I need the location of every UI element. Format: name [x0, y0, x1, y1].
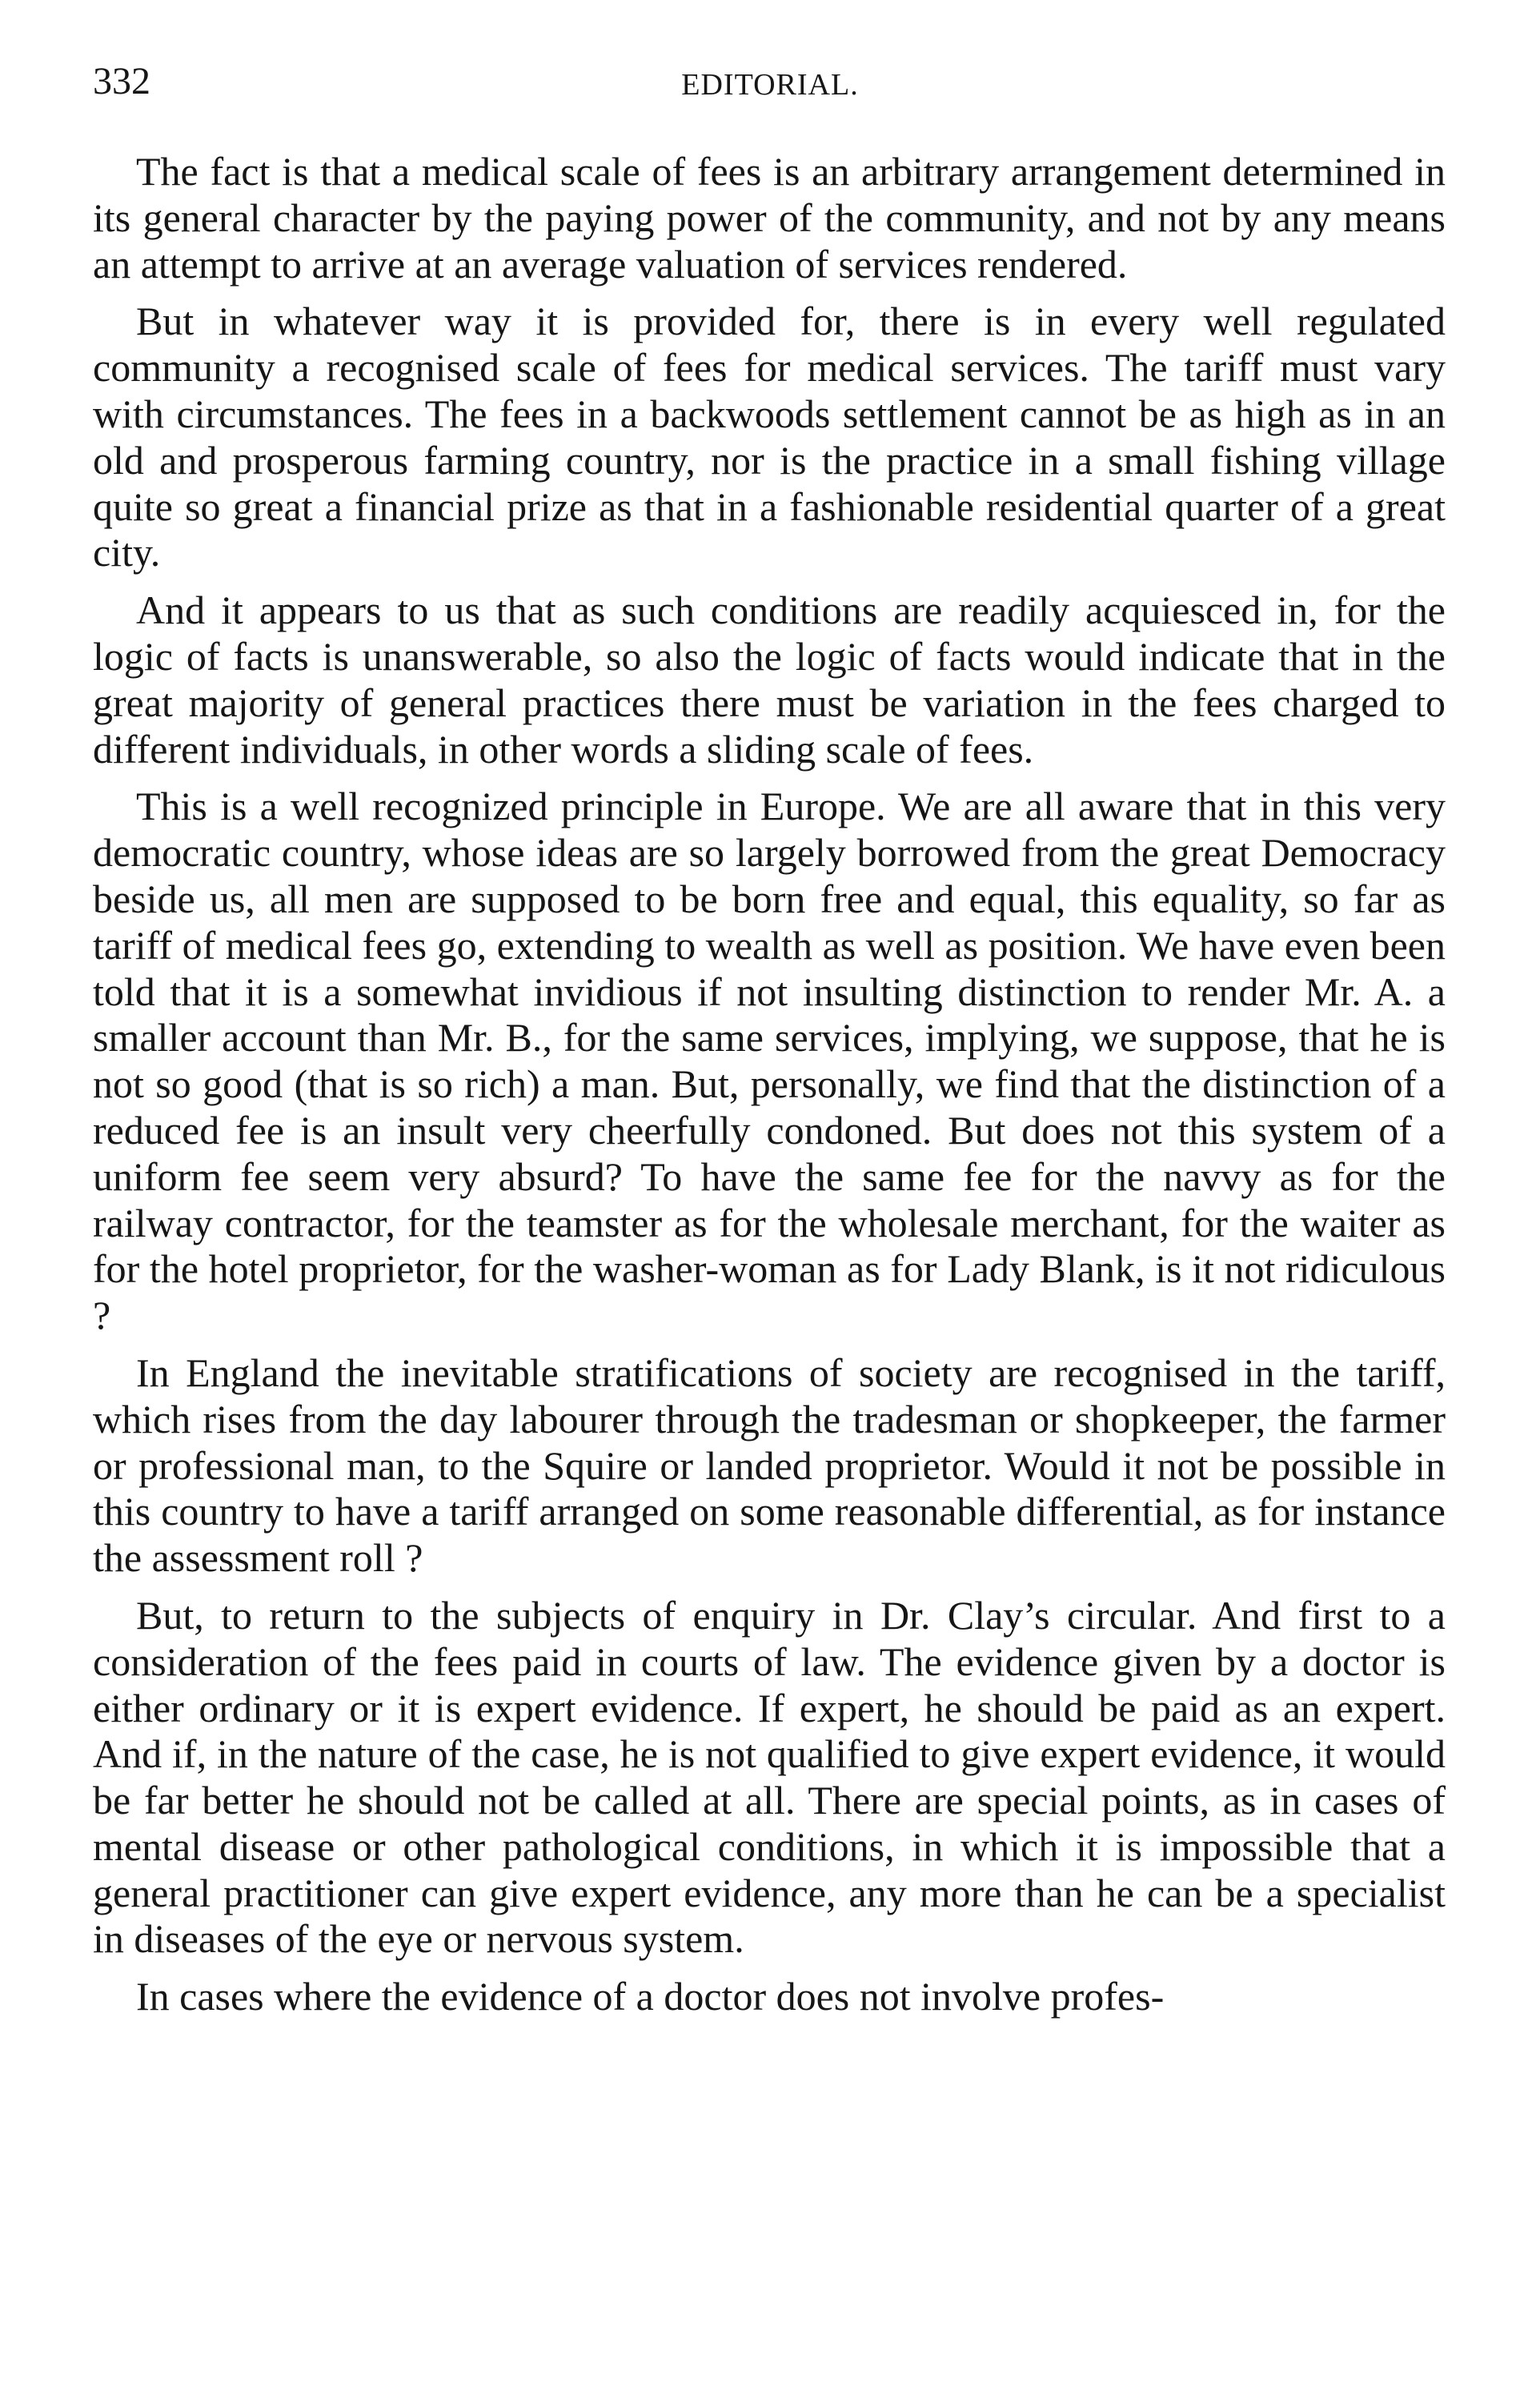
page-header: [93, 59, 1447, 104]
paragraph-england-tariff: In England the inevitable stratifications of society are recognised in the tariff, which rises from the day labourer through the tradesman or shopkeeper, the farmer or professional man, to the Squire or landed proprietor. Would it not be possible in this country to have a tariff arranged on some reasonable differential, as for instance the assessment roll ?: [93, 1349, 1446, 1581]
running-head: EDITORIAL.: [681, 68, 859, 102]
paragraph-recognised-scale: But in whatever way it is provided for, there is in every well regulated community a recognised scale of fees for medical services. The tariff must vary with circumstances. The fees in a backwoods settlement cannot be as high as in an old and prosperous farming country, nor is the practice in a small fishing village quite so great a financial prize as that in a fashionable residential quarter of a great city.: [93, 299, 1446, 575]
paragraph-europe-principle: This is a well recognized principle in Europe. We are all aware that in this very democratic country, whose ideas are so largely borrowed from the great Democracy beside us, all men are supposed to be born free and equal, this equality, so far as tariff of medical fees go, extending to wealth as well as position. We have even been told that it is a somewhat invidious if not insulting distinction to render Mr. A. a smaller account than Mr. B., for the same services, implying, we suppose, that he is not so good (that is so rich) a man. But, personally, we find that the distinction of a reduced fee is an insult very cheerfully condoned. But does not this system of a uniform fee seem very absurd? To have the same fee for the navvy as for the railway contractor, for the teamster as for the wholesale merchant, for the waiter as for the hotel proprietor, for the washer-woman as for Lady Blank, is it not ridiculous ?: [93, 784, 1446, 1338]
paragraph-sliding-scale: And it appears to us that as such conditions are readily acquiesced in, for the logic of facts is unanswerable, so also the logic of facts would indicate that in the great majority of general practices there must be variation in the fees charged to different individuals, in other words a sliding scale of fees.: [93, 587, 1446, 772]
page-number: 332: [93, 60, 150, 102]
editorial-body: [93, 149, 1446, 2031]
paragraph-courts-of-law: But, to return to the subjects of enquiry in Dr. Clay’s circular. And first to a consideration of the fees paid in courts of law. The evidence given by a doctor is either ordinary or it is expert evidence. If expert, he should be paid as an expert. And if, in the nature of the case, he is not qualified to give expert evidence, it would be far better he should not be called at all. There are special points, as in cases of mental disease or other pathological conditions, in which it is impossible that a general practitioner can give expert evidence, any more than he can be a specialist in diseases of the eye or nervous system.: [93, 1592, 1446, 1962]
paragraph-continued: In cases where the evidence of a doctor does not involve profes-: [136, 1974, 1165, 2019]
paragraph-fee-scale: The fact is that a medical scale of fees is an arbitrary arrangement determined in its general character by the paying power of the community, and not by any means an attempt to arrive at an average valuation of services rendered.: [93, 149, 1446, 287]
